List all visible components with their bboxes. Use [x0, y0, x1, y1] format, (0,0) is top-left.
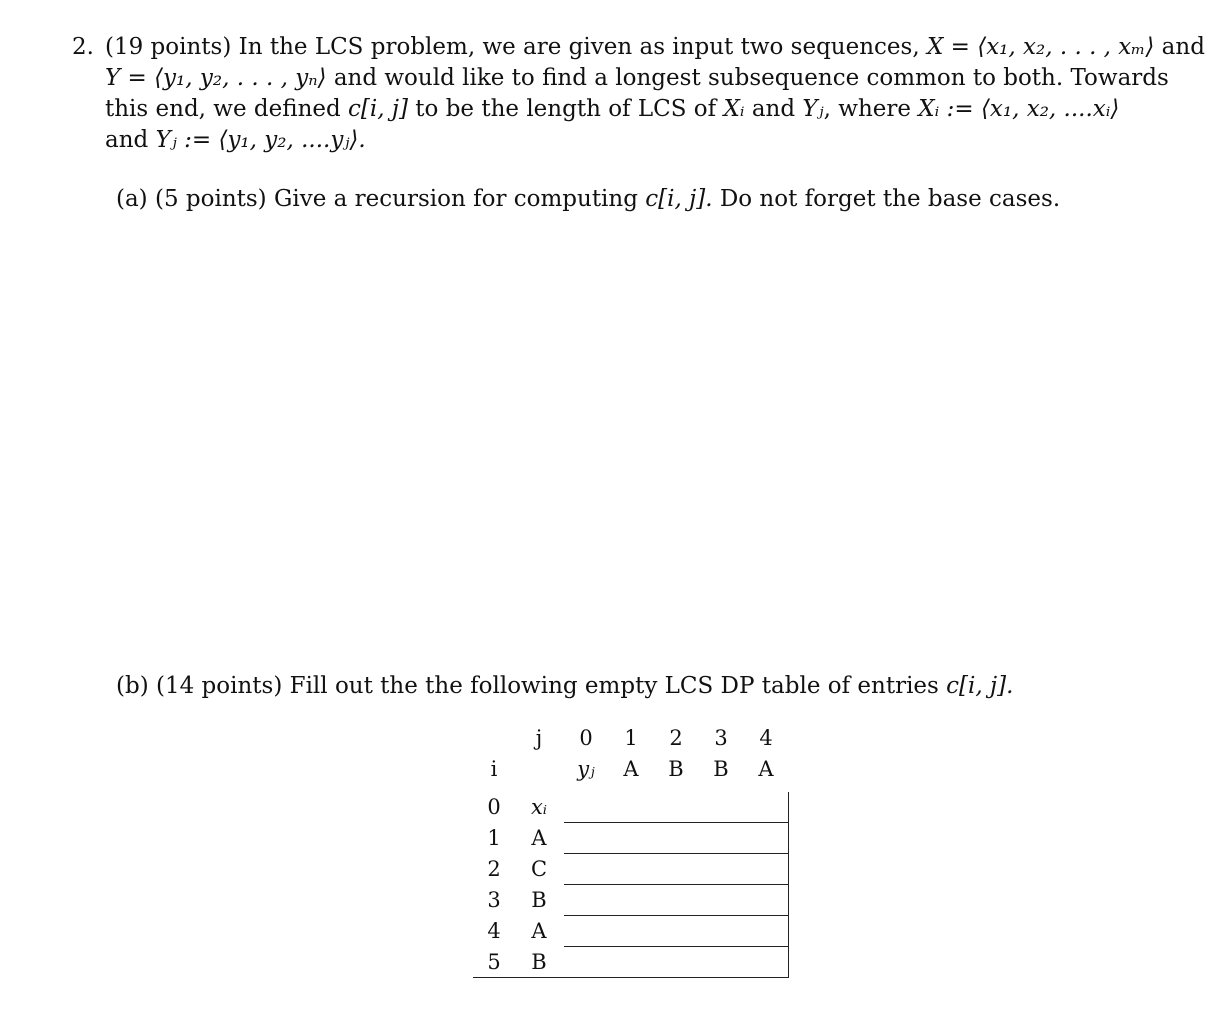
table-row-y-values: [474, 754, 789, 785]
problem-points: (19 points): [105, 34, 232, 60]
answer-space-part-a[interactable]: [116, 225, 1096, 655]
dp-cell[interactable]: [654, 885, 699, 916]
sequence-x: X = ⟨x₁, x₂, . . . , xₘ⟩: [926, 34, 1155, 60]
part-a-label: (a): [116, 186, 148, 212]
table-row: [474, 823, 789, 854]
row-x-value: C: [515, 854, 564, 885]
xi-label: xᵢ: [515, 792, 564, 823]
part-a-expression: c[i, j].: [645, 186, 713, 212]
yj-label: yⱼ: [564, 754, 609, 785]
row-i-index: 5: [474, 947, 515, 978]
dp-cell[interactable]: [744, 792, 789, 823]
y-value: A: [609, 754, 654, 785]
dp-cell[interactable]: [744, 916, 789, 947]
dp-cell[interactable]: [564, 947, 609, 978]
part-b-text: Fill out the the following empty LCS DP table of entries: [289, 673, 939, 699]
dp-cell[interactable]: [654, 854, 699, 885]
row-x-value: A: [515, 916, 564, 947]
j-index: 1: [609, 723, 654, 754]
y-value: B: [654, 754, 699, 785]
part-b-label: (b): [116, 673, 149, 699]
table-row: [474, 947, 789, 978]
dp-cell[interactable]: [564, 823, 609, 854]
dp-cell[interactable]: [744, 854, 789, 885]
problem-line-2: [105, 63, 1169, 94]
dp-cell[interactable]: [609, 823, 654, 854]
j-index: 0: [564, 723, 609, 754]
yj-symbol: Yⱼ: [802, 96, 824, 122]
dp-cell[interactable]: [699, 885, 744, 916]
dp-cell[interactable]: [654, 916, 699, 947]
dp-cell[interactable]: [699, 916, 744, 947]
i-label: i: [490, 757, 498, 781]
row-i-index: 1: [474, 823, 515, 854]
yj-definition: Yⱼ := ⟨y₁, y₂, ....yⱼ⟩.: [155, 127, 366, 153]
and-word-2: and: [751, 96, 796, 122]
row-i-index: 2: [474, 854, 515, 885]
part-b: [116, 671, 1013, 702]
dp-cell[interactable]: [744, 947, 789, 978]
part-b-points: (14 points): [155, 673, 283, 699]
dp-cell[interactable]: [654, 823, 699, 854]
part-a-tail: Do not forget the base cases.: [719, 186, 1061, 212]
table-row: [474, 885, 789, 916]
part-b-expression: c[i, j].: [946, 673, 1014, 699]
row-x-value: B: [515, 947, 564, 978]
problem-line-1: [105, 32, 1205, 63]
xi-symbol: Xᵢ: [723, 96, 745, 122]
and-word-3: and: [105, 127, 149, 153]
dp-cell[interactable]: [564, 854, 609, 885]
dp-cell[interactable]: [609, 792, 654, 823]
dp-cell[interactable]: [744, 885, 789, 916]
dp-cell[interactable]: [699, 823, 744, 854]
part-a-text: Give a recursion for computing: [273, 186, 638, 212]
problem-goal-text: and would like to find a longest subsequence common to both. Towards: [333, 65, 1169, 91]
dp-cell[interactable]: [609, 947, 654, 978]
table-row-j-index: [474, 723, 789, 754]
part-a-points: (5 points): [154, 186, 267, 212]
problem-statement: [72, 32, 1205, 156]
table-row: [474, 916, 789, 947]
lcs-dp-table: [473, 722, 789, 978]
dp-cell[interactable]: [699, 792, 744, 823]
table-row: [474, 792, 789, 823]
xi-definition: Xᵢ := ⟨x₁, x₂, ....xᵢ⟩: [918, 96, 1120, 122]
problem-def-tail: to be the length of LCS of: [415, 96, 717, 122]
j-index: 2: [654, 723, 699, 754]
y-value: B: [699, 754, 744, 785]
j-index: 4: [744, 723, 789, 754]
problem-line-3: [105, 94, 1120, 125]
c-ij-expression: c[i, j]: [348, 96, 408, 122]
row-i-index: 3: [474, 885, 515, 916]
dp-cell[interactable]: [564, 916, 609, 947]
problem-intro-text: In the LCS problem, we are given as input two sequences,: [238, 34, 920, 60]
dp-cell[interactable]: [699, 947, 744, 978]
dp-cell[interactable]: [699, 854, 744, 885]
row-i-index: 4: [474, 916, 515, 947]
problem-number: 2.: [72, 34, 94, 60]
dp-cell[interactable]: [654, 792, 699, 823]
dp-cell[interactable]: [564, 792, 609, 823]
row-x-value: B: [515, 885, 564, 916]
table-row: [474, 854, 789, 885]
problem-def-text: this end, we defined: [105, 96, 341, 122]
part-a: [116, 184, 1060, 215]
sequence-y: Y = ⟨y₁, y₂, . . . , yₙ⟩: [105, 65, 327, 91]
where-word: , where: [823, 96, 911, 122]
j-label: j: [535, 726, 543, 750]
y-value: A: [744, 754, 789, 785]
j-index: 3: [699, 723, 744, 754]
dp-cell[interactable]: [609, 854, 654, 885]
dp-cell[interactable]: [564, 885, 609, 916]
row-x-value: A: [515, 823, 564, 854]
dp-cell[interactable]: [654, 947, 699, 978]
dp-cell[interactable]: [609, 916, 654, 947]
dp-cell[interactable]: [609, 885, 654, 916]
row-i-index: 0: [474, 792, 515, 823]
dp-cell[interactable]: [744, 823, 789, 854]
and-word: and: [1161, 34, 1205, 60]
problem-line-4: [105, 125, 1112, 156]
